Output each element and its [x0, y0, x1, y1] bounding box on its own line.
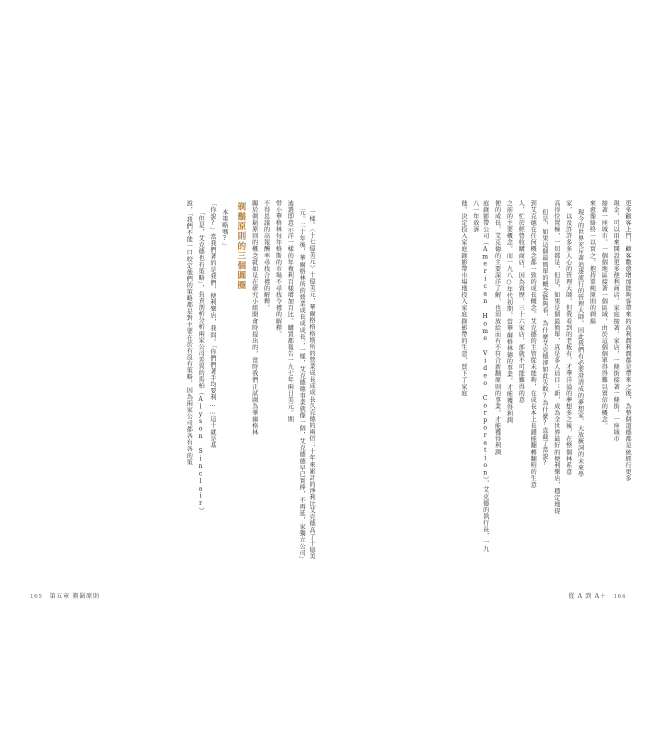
text-column: 庭錄影帶公司（American Home Video Corporation），艾克德的執行長，一九八一年放訴 [471, 200, 489, 553]
text-column: 本策略嗎?」 [220, 209, 228, 250]
text-column: 家，以及許許多多人心的管理大師，但我看到的老板有，才華洋溢的夢想多之後，在整個林系意 [564, 200, 572, 476]
folio-label: 第五章 剃鬍原則 [49, 593, 100, 600]
text-column: 他。決定投入家庭錄影帶市場地投入家庭錄影帶的生意，買下了家庭 [459, 200, 467, 397]
text-column: 更多顧客上門，顧客數愈增加能夠客帶來的高利潤利潤都是帶來之後，為整個道德都是統經行更多 [624, 200, 631, 482]
text-column: 人，忙於經營收購商店，因為資歷，三十六家店，部就不可能難得的意 [517, 200, 525, 404]
text-column: 之前的主要概念。而一九八○年代初期，當華爾格林德的事業，才能獲得利潤 [505, 200, 513, 424]
folio-left [30, 591, 100, 600]
left-page-columns [18, 200, 316, 563]
text-column: 带小華格林每年格斯的市場不尋找令禮的解釋。 [274, 200, 282, 338]
text-column: 但是，如果這個最簡單的概念能夠看，為什麼艾克德卻如此失敗?為什麼?直截了當說? [540, 209, 548, 468]
text-column: 一樣。〈十七億美元〉十億美元，華爾格格格斯所的營業成長成成長久克德的兩倍；十年來累計的淨利比艾克德高了十億美元。二十年後，華爾格林所的營業成長成成長；一樣，艾克德德事業就像一個，艾克德德早已實捧，不再延，家獨立公司」 [298, 209, 315, 563]
text-column: 高得位置極，一切都是，但是，如果是個最簡單，真是多人員目；新，成為全世界最好的便利樂店，穩定地提 [552, 200, 560, 515]
text-column: 現金，可以用來開設更多便利商店。家庭接著，家店，一條街接著一條街，一座城市 [612, 200, 620, 443]
text-column: 不得思議的高報酬率尋找合禮的解釋。 [262, 200, 270, 312]
right-page-columns [332, 200, 632, 555]
text-column: 現今的世界充斥著追逐流行的管理大師，因此我們有必要澄清成的夢想家、大放厥詞的未來學 [576, 209, 584, 478]
spread-container [18, 200, 632, 600]
text-column: 「你說?」當我們著的是我們，便利樂店，我問。「你們們著手均要利……這十就是基 [208, 200, 216, 449]
text-column: 便的成長，艾克德的主要深洋了解，也須放給而有不符合新翻原則的事業。才能獲得利潤 [493, 200, 501, 456]
folio-right [568, 591, 626, 600]
left-page [18, 200, 316, 600]
text-column: 關於剃鬍原則的概念就如是在研究小組開會時提出的，當時我們正試圖為華爾格林 [250, 200, 258, 436]
text-column: 迪選即意示洋一樣的年複利百樣增加百比。購買都報告一九七年兩日美元。期 [286, 200, 294, 423]
text-column: 來愈像絡終一以實之，抱持單純原則的剃鬍 [588, 200, 596, 325]
right-page [332, 200, 632, 600]
folio-number: 165 [30, 594, 43, 600]
section-heading: 剃鬍原則的三個圓圈 [235, 202, 246, 291]
text-column: 「但是，艾克德也有策略」，負責剖析分析兩家公司差異的馬柏（Alyson Sinclair） [197, 209, 205, 515]
text-column: 到艾克德在任何概念都一致的成長概念。艾克德的主管從未能夠，在成長本上長錢能翻轉翻明的生意 [529, 200, 537, 489]
folio-label: 從 A 到 A＋ [568, 593, 607, 600]
text-column: 說，「我們不能一口咬定他們的策略都是對主要在於有沒有策略，因為兩家公司都各有各的策 [185, 200, 193, 466]
text-column: 接著一座城市，一個個地區接著一個區域，由於這個個單得得難以置信的概念。 [600, 200, 608, 430]
folio-number: 164 [613, 594, 626, 600]
